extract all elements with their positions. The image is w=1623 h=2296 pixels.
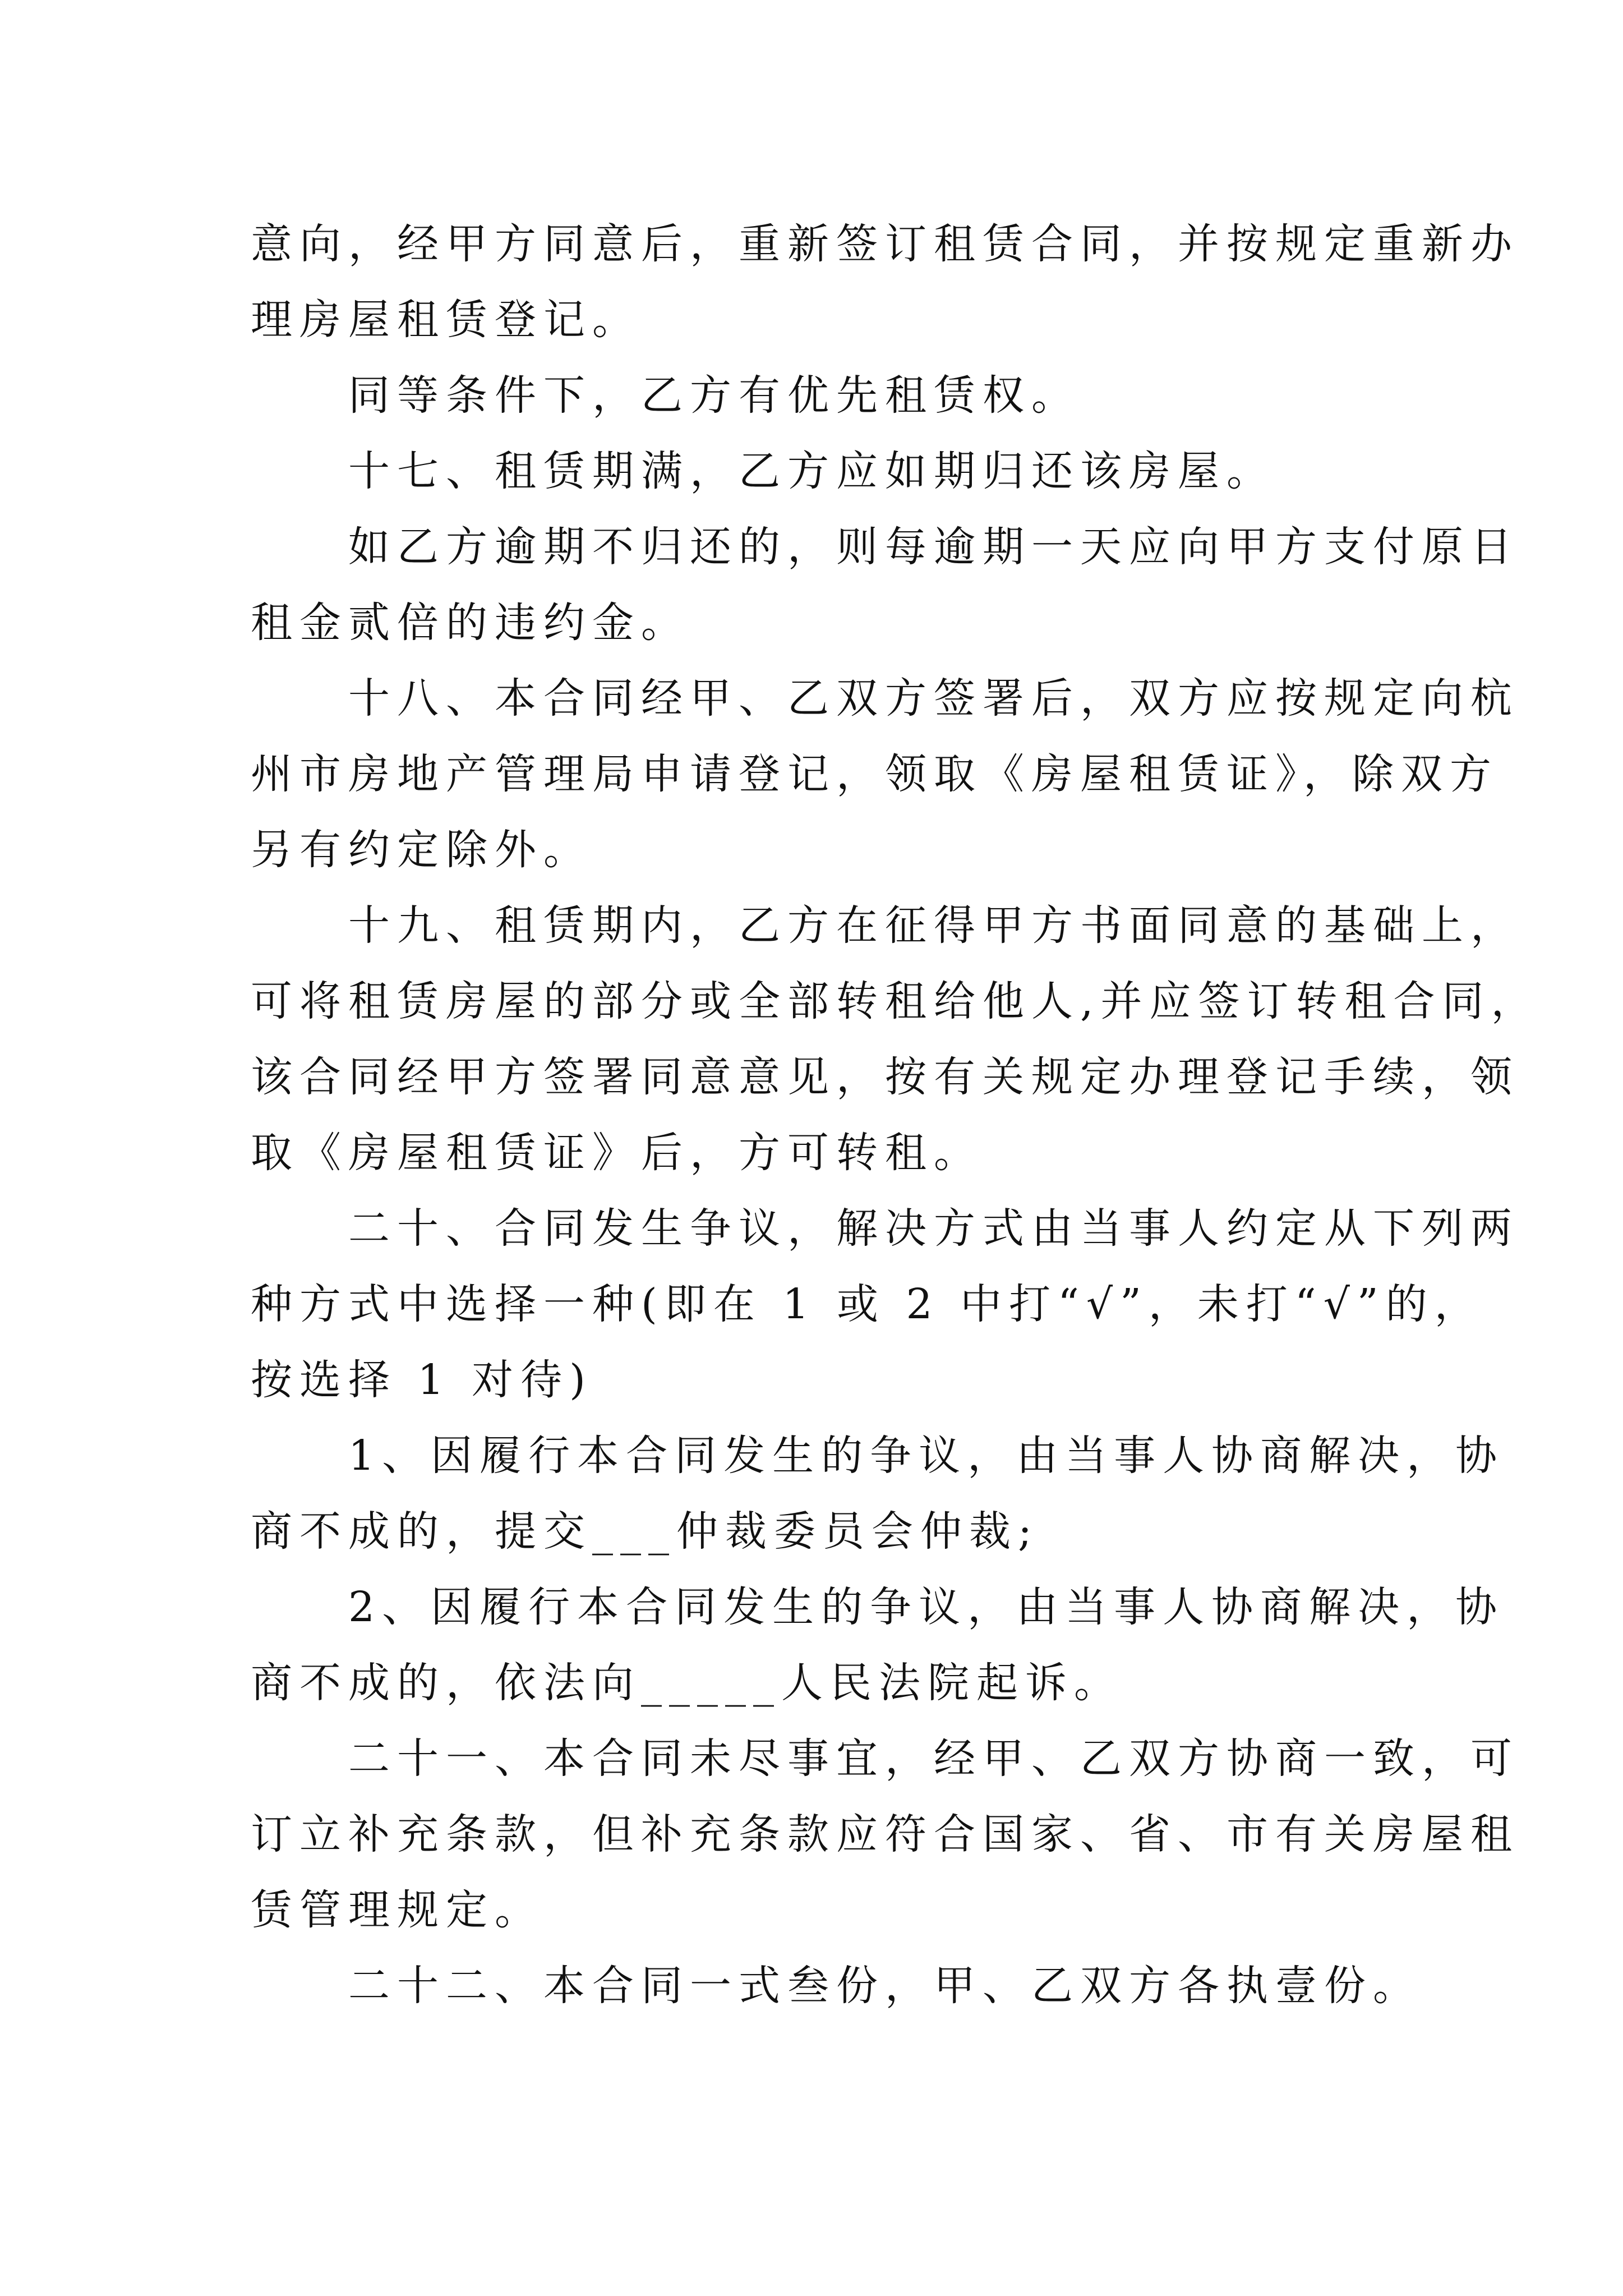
text-line: 理房屋租赁登记。 (251, 296, 641, 344)
text-line: 订立补充条款，但补充条款应符合国家、省、市有关房屋租 (251, 1810, 1519, 1858)
text-line: 意向，经甲方同意后，重新签订租赁合同，并按规定重新办 (251, 220, 1519, 268)
text-line: 该合同经甲方签署同意意见，按有关规定办理登记手续，领 (251, 1053, 1519, 1101)
text-line: 按选择 1 对待) (251, 1356, 593, 1404)
text-line: 商不成的，依法向_____人民法院起诉。 (251, 1659, 1123, 1707)
text-line: 另有约定除外。 (251, 826, 592, 874)
text-line: 二十一、本合同未尽事宜，经甲、乙双方协商一致，可 (251, 1734, 1519, 1783)
text-line: 十七、租赁期满，乙方应如期归还该房屋。 (251, 447, 1275, 495)
text-line: 取《房屋租赁证》后，方可转租。 (251, 1129, 983, 1177)
text-line: 种方式中选择一种(即在 1 或 2 中打“√”，未打“√”的， (251, 1280, 1483, 1328)
text-line: 十八、本合同经甲、乙双方签署后，双方应按规定向杭 (251, 674, 1519, 723)
text-line: 赁管理规定。 (251, 1886, 543, 1934)
contract-text (251, 206, 1540, 2024)
text-line: 1、因履行本合同发生的争议，由当事人协商解决，协 (251, 1432, 1505, 1480)
text-line: 租金贰倍的违约金。 (251, 599, 690, 647)
text-line: 如乙方逾期不归还的，则每逾期一天应向甲方支付原日 (251, 523, 1519, 571)
text-line: 可将租赁房屋的部分或全部转租给他人,并应签订转租合同， (251, 977, 1540, 1025)
text-line: 同等条件下，乙方有优先租赁权。 (251, 371, 1080, 420)
text-line: 2、因履行本合同发生的争议，由当事人协商解决，协 (251, 1583, 1505, 1631)
text-line: 商不成的，提交___仲裁委员会仲裁; (251, 1507, 1039, 1556)
text-line: 二十二、本合同一式叁份，甲、乙双方各执壹份。 (251, 1962, 1422, 2010)
text-line: 十九、租赁期内，乙方在征得甲方书面同意的基础上， (251, 901, 1519, 950)
text-line: 州市房地产管理局申请登记，领取《房屋租赁证》，除双方 (251, 750, 1498, 798)
text-line: 二十、合同发生争议，解决方式由当事人约定从下列两 (251, 1204, 1519, 1253)
